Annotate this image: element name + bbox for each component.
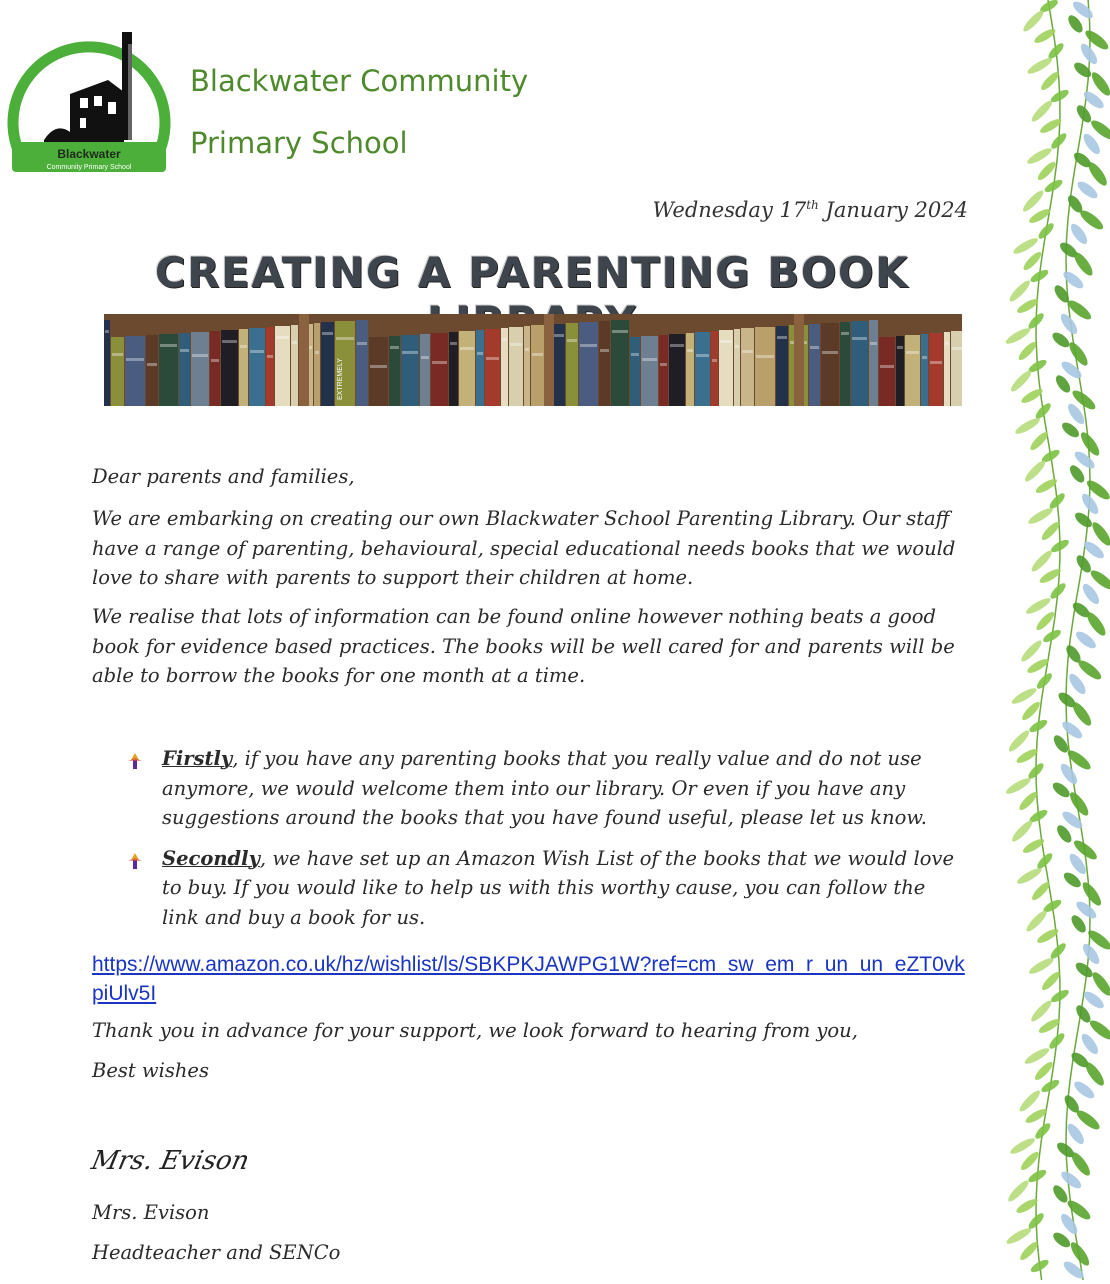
vine-leaf <box>1035 671 1055 691</box>
book-spine-band <box>930 361 942 364</box>
vine-leaf <box>1028 430 1050 453</box>
book-spine-band <box>112 353 123 356</box>
vine-leaf <box>1065 1121 1087 1146</box>
book-spine-band <box>486 357 499 360</box>
book-spine-band <box>432 361 447 364</box>
shelf-divider <box>299 314 309 406</box>
vine-leaf <box>1079 1031 1101 1056</box>
book-spine <box>630 337 640 406</box>
vine-leaf <box>1040 970 1062 993</box>
book-spine <box>431 333 448 406</box>
book-spine <box>921 334 928 406</box>
vine-leaf <box>1006 1178 1031 1204</box>
book-spine-band <box>267 355 273 358</box>
bullet-lead: Firstly <box>162 747 233 770</box>
logo-text-line2: Community Primary School <box>46 164 132 171</box>
date-suffix: th <box>806 198 819 212</box>
vine-leaf <box>1071 250 1096 279</box>
bookshelf-banner <box>104 314 962 406</box>
book-spine-band <box>192 354 208 357</box>
book-spine <box>869 320 878 406</box>
vine-leaf <box>1025 146 1053 167</box>
book-spine <box>356 320 368 406</box>
vine-leaf <box>1070 700 1095 729</box>
book-spine <box>146 335 158 406</box>
vine-leaf <box>1043 178 1064 195</box>
school-logo <box>4 22 174 174</box>
vine-leaf <box>1061 269 1086 292</box>
book-spine <box>239 329 248 406</box>
vine-leaf <box>1069 913 1089 935</box>
vine-leaf <box>1039 70 1061 93</box>
date-rest: January 2024 <box>825 198 968 222</box>
book-spine-band <box>222 340 237 343</box>
book-spine-band <box>336 337 354 340</box>
vine-leaf <box>1085 160 1110 189</box>
vine-leaf <box>1023 458 1048 484</box>
book-spine-band <box>777 336 787 339</box>
greeting: Dear parents and families, <box>92 465 355 488</box>
vine-leaf <box>1046 41 1066 61</box>
book-spine-band <box>642 358 657 361</box>
book-spine-band <box>105 330 109 333</box>
book-spine-band <box>370 365 387 368</box>
paragraph-intro <box>92 504 962 593</box>
book-spine-band <box>696 354 709 357</box>
book-spine <box>531 325 544 406</box>
book-spine <box>734 329 740 406</box>
vine-leaf <box>1033 1121 1053 1141</box>
vine-leaf <box>1075 179 1100 202</box>
book-spine-band <box>180 349 189 352</box>
vine-leaf <box>1076 657 1104 682</box>
book-spine <box>951 331 962 406</box>
book-spine-band <box>870 342 877 345</box>
vine-leaf <box>1054 823 1074 845</box>
book-spine <box>485 329 500 406</box>
vine-leaf <box>1018 1240 1040 1263</box>
book-spine-band <box>147 363 157 366</box>
book-spine <box>420 334 430 406</box>
vine-leaf <box>1030 880 1052 903</box>
book-spine <box>755 327 775 406</box>
school-name-line1: Blackwater Community <box>190 64 529 98</box>
book-spine <box>266 327 274 406</box>
vine-leaf <box>1008 1136 1036 1157</box>
vine-leaf <box>1068 221 1090 246</box>
signatory-name: Mrs. Evison <box>92 1201 210 1224</box>
book-spine <box>695 332 710 406</box>
vine-leaf <box>1072 1079 1097 1102</box>
date-weekday: Wednesday 17 <box>652 198 807 222</box>
book-spine-band <box>712 359 717 362</box>
book-spine <box>369 337 388 406</box>
book-spine-band <box>735 345 739 348</box>
book-spine <box>401 335 419 406</box>
bullet-list <box>126 744 956 943</box>
book-spine-band <box>126 358 144 361</box>
book-spine <box>524 326 530 406</box>
logo-text-line1: Blackwater <box>57 147 121 161</box>
book-spine-band <box>922 356 927 359</box>
vine-leaf <box>1066 13 1086 35</box>
vine-leaf <box>1053 373 1073 395</box>
vine-leaf <box>1015 866 1043 887</box>
vine-leaf <box>1016 340 1038 363</box>
book-spine <box>821 323 839 406</box>
vine-leaf <box>1005 1226 1033 1247</box>
book-spine-band <box>660 363 667 366</box>
bullet-arrow-icon <box>126 752 144 770</box>
book-spine-band <box>852 337 867 340</box>
list-item <box>126 844 956 933</box>
book-spine <box>179 333 190 406</box>
book-spine-band <box>510 343 522 346</box>
wishlist-link[interactable]: https://www.amazon.co.uk/hz/wishlist/ls/SBKPKJAWPG1W?ref=cm_sw_em_r_un_un_eZT0vkpiUlv5I <box>92 953 965 1005</box>
vine-leaf <box>1078 207 1106 232</box>
bullet-text: , we have set up an Amazon Wish List of the books that we would love to buy. If you would like to help us with this worthy cause, you can follow the link and buy a book for us. <box>162 846 954 929</box>
vine-leaf <box>1073 960 1095 980</box>
book-spine-band <box>460 347 474 350</box>
book-spine <box>125 336 145 406</box>
vine-leaf <box>1010 818 1035 844</box>
signatory-role: Headteacher and SENCo <box>92 1241 341 1264</box>
vine-leaf <box>1084 610 1109 639</box>
book-spine-band <box>612 330 628 333</box>
vine-leaf <box>1040 1078 1061 1095</box>
book-spine-band <box>742 350 753 353</box>
page-title: CREATING A PARENTING BOOK <box>154 248 910 297</box>
book-spine <box>809 324 820 406</box>
book-spine-band <box>945 342 949 345</box>
vine-leaf <box>1013 416 1041 437</box>
book-spine <box>210 331 220 406</box>
shelf-divider <box>794 314 804 406</box>
book-spine <box>686 333 694 406</box>
vine-leaf <box>1039 520 1061 543</box>
vine-leaf <box>1051 1230 1073 1250</box>
vine-leaf <box>1024 908 1049 934</box>
bullet-text: , if you have any parenting books that you really value and do not use anymore, we would welcome them into our library. Or even if you have any suggestions around the books that you have found useful, please let us know. <box>162 747 927 829</box>
vine-leaf <box>1073 510 1095 530</box>
vine-leaf <box>1010 686 1038 707</box>
book-spine-band <box>502 338 507 341</box>
book-spine-band <box>897 346 903 349</box>
book-spine-band <box>756 355 774 358</box>
vine-leaf <box>1058 1211 1080 1236</box>
book-spine <box>641 336 658 406</box>
school-name-line2: Primary School <box>190 126 408 160</box>
book-spine-band <box>952 347 962 350</box>
vine-leaf <box>1019 638 1044 664</box>
book-spine-band <box>525 348 529 351</box>
book-spine <box>851 321 868 406</box>
vine-leaf <box>1074 103 1094 125</box>
book-spine-band <box>532 353 543 356</box>
book-spine-band <box>906 351 919 354</box>
vine-leaf <box>1021 8 1046 34</box>
letter-date <box>653 198 968 222</box>
shelf-divider <box>544 314 554 406</box>
book-spine-band <box>687 349 693 352</box>
vine-leaf <box>1059 1169 1084 1192</box>
book-spine-band <box>450 342 457 345</box>
vine-leaf <box>1035 851 1055 871</box>
vine-leaf <box>1026 506 1054 527</box>
paragraph-reason <box>92 602 962 691</box>
vine-leaf <box>1024 596 1052 617</box>
book-spine-band <box>250 350 264 353</box>
vine-leaf <box>1072 60 1094 80</box>
book-spine-band <box>276 336 289 339</box>
book-spine-band <box>841 332 849 335</box>
vine-leaf <box>1068 1150 1093 1179</box>
vine-leaf <box>1067 463 1087 485</box>
book-spine-text: EXTREMELY <box>337 358 344 400</box>
handwritten-signature: Mrs. Evison <box>88 1146 252 1176</box>
book-spine-band <box>390 346 399 349</box>
vine-leaf <box>1074 1107 1102 1132</box>
book-spine-band <box>600 349 609 352</box>
book-spine <box>291 325 298 406</box>
book-spine <box>249 328 265 406</box>
book-spine-band <box>670 344 684 347</box>
vine-leaf <box>1017 790 1039 813</box>
book-spine <box>459 331 475 406</box>
paragraph-reason-text: We realise that lots of information can be found online however nothing beats a good book for evidence based practices. The books will be well cared for and parents will be able to borrow the books for one month at a time. <box>92 605 955 687</box>
vine-leaf <box>1033 401 1053 421</box>
book-spine-band <box>357 342 367 345</box>
book-spine <box>929 333 943 406</box>
book-spine-band <box>567 339 577 342</box>
vine-leaf <box>1006 728 1031 754</box>
book-spine-band <box>211 359 219 362</box>
book-spine-band <box>822 351 838 354</box>
book-spine-band <box>880 365 894 368</box>
vine-leaf <box>1081 131 1103 156</box>
leaf-vine-decoration <box>998 0 1110 1280</box>
school-name <box>190 50 528 174</box>
bullet-arrow-icon <box>126 852 144 870</box>
book-spine-band <box>402 351 418 354</box>
vine-leaf <box>1041 628 1062 645</box>
thanks-line: Thank you in advance for your support, we look forward to hearing from you, <box>92 1019 858 1042</box>
vine-leaf <box>1029 98 1054 124</box>
bullet-lead: Secondly <box>162 846 260 870</box>
vine-leaf <box>1050 330 1072 350</box>
vine-leaf <box>1023 1046 1051 1067</box>
vine-leaf <box>1036 221 1056 241</box>
book-spine-band <box>580 344 597 347</box>
vine-leaf <box>1004 326 1032 347</box>
book-spine-band <box>477 352 483 355</box>
book-spine <box>711 331 718 406</box>
vine-leaf <box>1017 1088 1042 1114</box>
vine-leaf <box>1029 548 1054 574</box>
list-item <box>126 744 956 833</box>
book-spine-band <box>631 353 639 356</box>
book-spine <box>191 332 209 406</box>
vine-leaf <box>1060 719 1085 742</box>
vine-leaf <box>1004 776 1032 797</box>
vine-leaf <box>1007 278 1032 304</box>
sign-off: Best wishes <box>92 1059 209 1082</box>
book-spine-band <box>160 344 177 347</box>
vine-leaf <box>1021 188 1046 214</box>
vine-leaf <box>1008 368 1033 394</box>
book-spine-band <box>720 340 732 343</box>
book-spine-band <box>421 356 429 359</box>
vine-leaf <box>1080 581 1102 606</box>
book-spine <box>566 323 578 406</box>
book-spine-band <box>315 351 319 354</box>
vine-leaf <box>1066 671 1088 696</box>
book-spine <box>509 327 523 406</box>
book-spine <box>659 335 668 406</box>
vine-leaf <box>1029 998 1054 1024</box>
book-spine-band <box>322 332 333 335</box>
book-spine <box>879 337 895 406</box>
book-spine-band <box>240 345 247 348</box>
book-spine-band <box>292 341 297 344</box>
paragraph-intro-text: We are embarking on creating our own Blackwater School Parenting Library. Our staff have a range of parenting, behavioural, special educational needs books that we would love to share with parents to support their children at home. <box>92 507 956 589</box>
book-spine <box>314 323 320 406</box>
vine-leaf <box>1027 956 1055 977</box>
vine-leaf <box>1011 236 1039 257</box>
vine-leaf <box>1082 1060 1107 1089</box>
book-spine <box>599 321 610 406</box>
book-spine <box>905 335 920 406</box>
vine-leaf <box>1058 761 1080 786</box>
book-spine-band <box>810 346 819 349</box>
vine-leaf <box>1026 56 1054 77</box>
vine-leaf <box>1073 629 1098 652</box>
book-spine <box>111 337 124 406</box>
vine-leaf <box>1050 1183 1070 1205</box>
book-spine <box>579 322 598 406</box>
book-spine <box>741 328 754 406</box>
vine-leaf <box>1060 420 1082 440</box>
vine-leaf <box>1050 780 1072 800</box>
book-spine <box>476 330 484 406</box>
